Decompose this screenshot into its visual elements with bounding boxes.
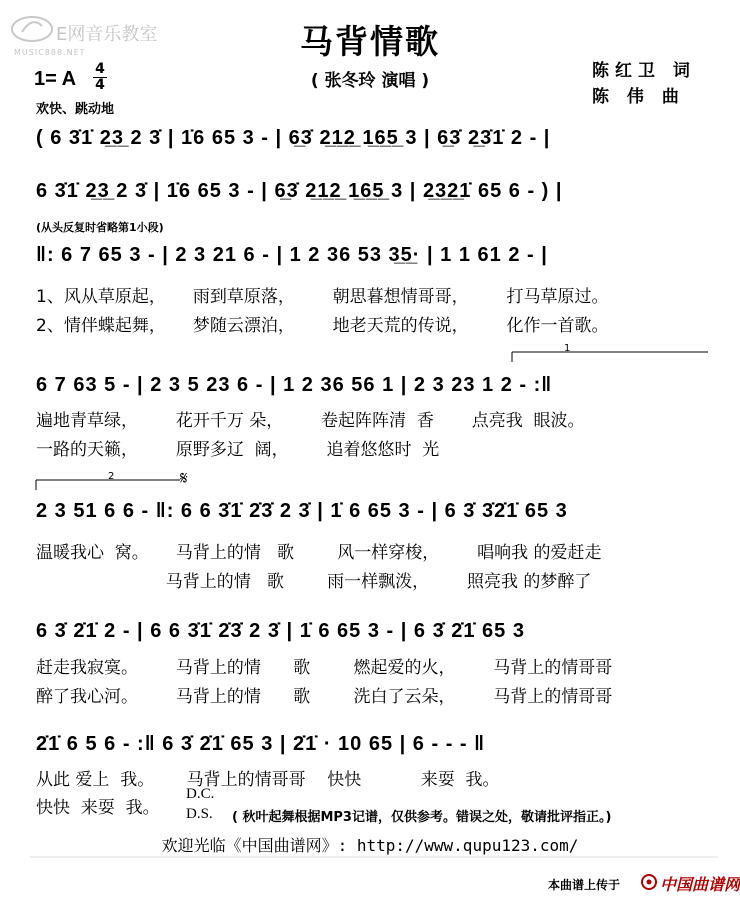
score-row-4: 6 7 63 5 - | 2 3 5 23 6 - | 1 2 36 56 1 | 2 3 23 1 2 - :‖	[36, 374, 553, 396]
watermark-url: MUSIC888.NET	[14, 48, 86, 57]
time-signature	[89, 62, 111, 93]
segno-sign: 𝄋	[180, 468, 188, 489]
lyric-row-4-verse-2: 一路的天籁， 原野多辽 阔， 追着悠悠时 光	[36, 440, 440, 460]
lyric-row-7-verse-1: 从此 爱上 我。 马背上的情哥哥 快快 来耍 我。	[36, 770, 500, 790]
score-row-7: 2̇1̇ 6 5 6 - :‖ 6 3̇ 2̇1̇ 65 3 | 2̇1̇ · 10 65 | 6 - - - ‖	[36, 733, 486, 755]
lyric-row-6-verse-1: 赶走我寂寞。 马背上的情 歌 燃起爱的火， 马背上的情哥哥	[36, 658, 613, 678]
upload-note: 本曲谱上传于	[548, 878, 621, 892]
dc-mark: D.C.	[186, 786, 215, 802]
lyric-row-5-verse-2: 马背上的情 歌 雨一样飘泼， 照亮我 的梦醉了	[36, 572, 592, 592]
key-signature: 1= A	[34, 68, 77, 90]
welcome-line: 欢迎光临《中国曲谱网》: http://www.qupu123.com/	[161, 836, 579, 855]
watermark-site: E网音乐教室	[56, 24, 158, 45]
time-signature-top: 4	[95, 61, 105, 77]
lyric-row-4-verse-1: 遍地青草绿， 花开千万 朵， 卷起阵阵清 香 点亮我 眼波。	[36, 411, 585, 431]
score-row-5: 2 3 51 6 6 - ‖: 6 6 3̇1̇ 2̇3̇ 2 3̇ | 1̇ 6 65 3 - | 6 3̇ 3̇2̇1̇ 65 3	[36, 500, 568, 522]
transcriber-footnote: ( 秋叶起舞根据MP3记谱，仅供参考。错误之处，敬请批评指正。)	[232, 810, 612, 825]
tempo-marking: 欢快、跳动地	[36, 102, 115, 117]
lyric-row-5-verse-1: 温暖我心 窝。 马背上的情 歌 风一样穿梭， 唱响我 的爱赶走	[36, 543, 602, 563]
repeat-note: (从头反复时省略第1小段)	[36, 221, 164, 234]
volta-2-label: 2	[108, 471, 115, 482]
song-title: 马背情歌	[300, 22, 440, 61]
score-row-3: ‖: 6 7 65 3 - | 2 3 21 6 - | 1 2 36 53 3̲5̲· | 1 1 61 2 - |	[36, 244, 548, 266]
singer-credit: ( 张冬玲 演唱 )	[310, 71, 430, 91]
score-row-6: 6 3̇ 2̇1̇ 2 - | 6 6 3̇1̇ 2̇3̇ 2 3̇ | 1̇ 6 65 3 - | 6 3̇ 2̇1̇ 65 3	[36, 620, 525, 642]
lyric-row-6-verse-2: 醉了我心河。 马背上的情 歌 洗白了云朵， 马背上的情哥哥	[36, 687, 613, 707]
ds-mark: D.S.	[186, 806, 213, 822]
brand-name: 中国曲谱网	[660, 875, 740, 894]
composer-credit: 陈 伟 曲	[592, 87, 685, 107]
lyric-row-7-verse-2: 快快 来耍 我。	[36, 798, 160, 818]
lyric-row-3-verse-2: 2、情伴蝶起舞， 梦随云漂泊， 地老天荒的传说， 化作一首歌。	[36, 316, 609, 336]
time-signature-bottom: 4	[95, 77, 105, 93]
brand-logo-icon	[640, 874, 658, 890]
lyric-row-3-verse-1: 1、风从草原起， 雨到草原落， 朝思暮想情哥哥， 打马草原过。	[36, 287, 609, 307]
score-row-1: ( 6 3̇1̇ 2̲3̲ 2 3̇ | 1̇6 65 3 - | 6̲3̇ 2̲1̲2̲ 1̲6̲5̲ 3 | 6̲3̇ 2̲3̇1̇ 2 - |	[36, 127, 551, 149]
volta-1-label: 1	[564, 343, 571, 354]
lyricist-credit: 陈红卫 词	[592, 61, 696, 81]
score-row-2: 6 3̇1̇ 2̲3̲ 2 3̇ | 1̇6 65 3 - | 6̲3̇ 2̲1̲2̲ 1̲6̲5̲ 3 | 2̲3̲2̲1̇ 65 6 - ) |	[36, 180, 563, 202]
